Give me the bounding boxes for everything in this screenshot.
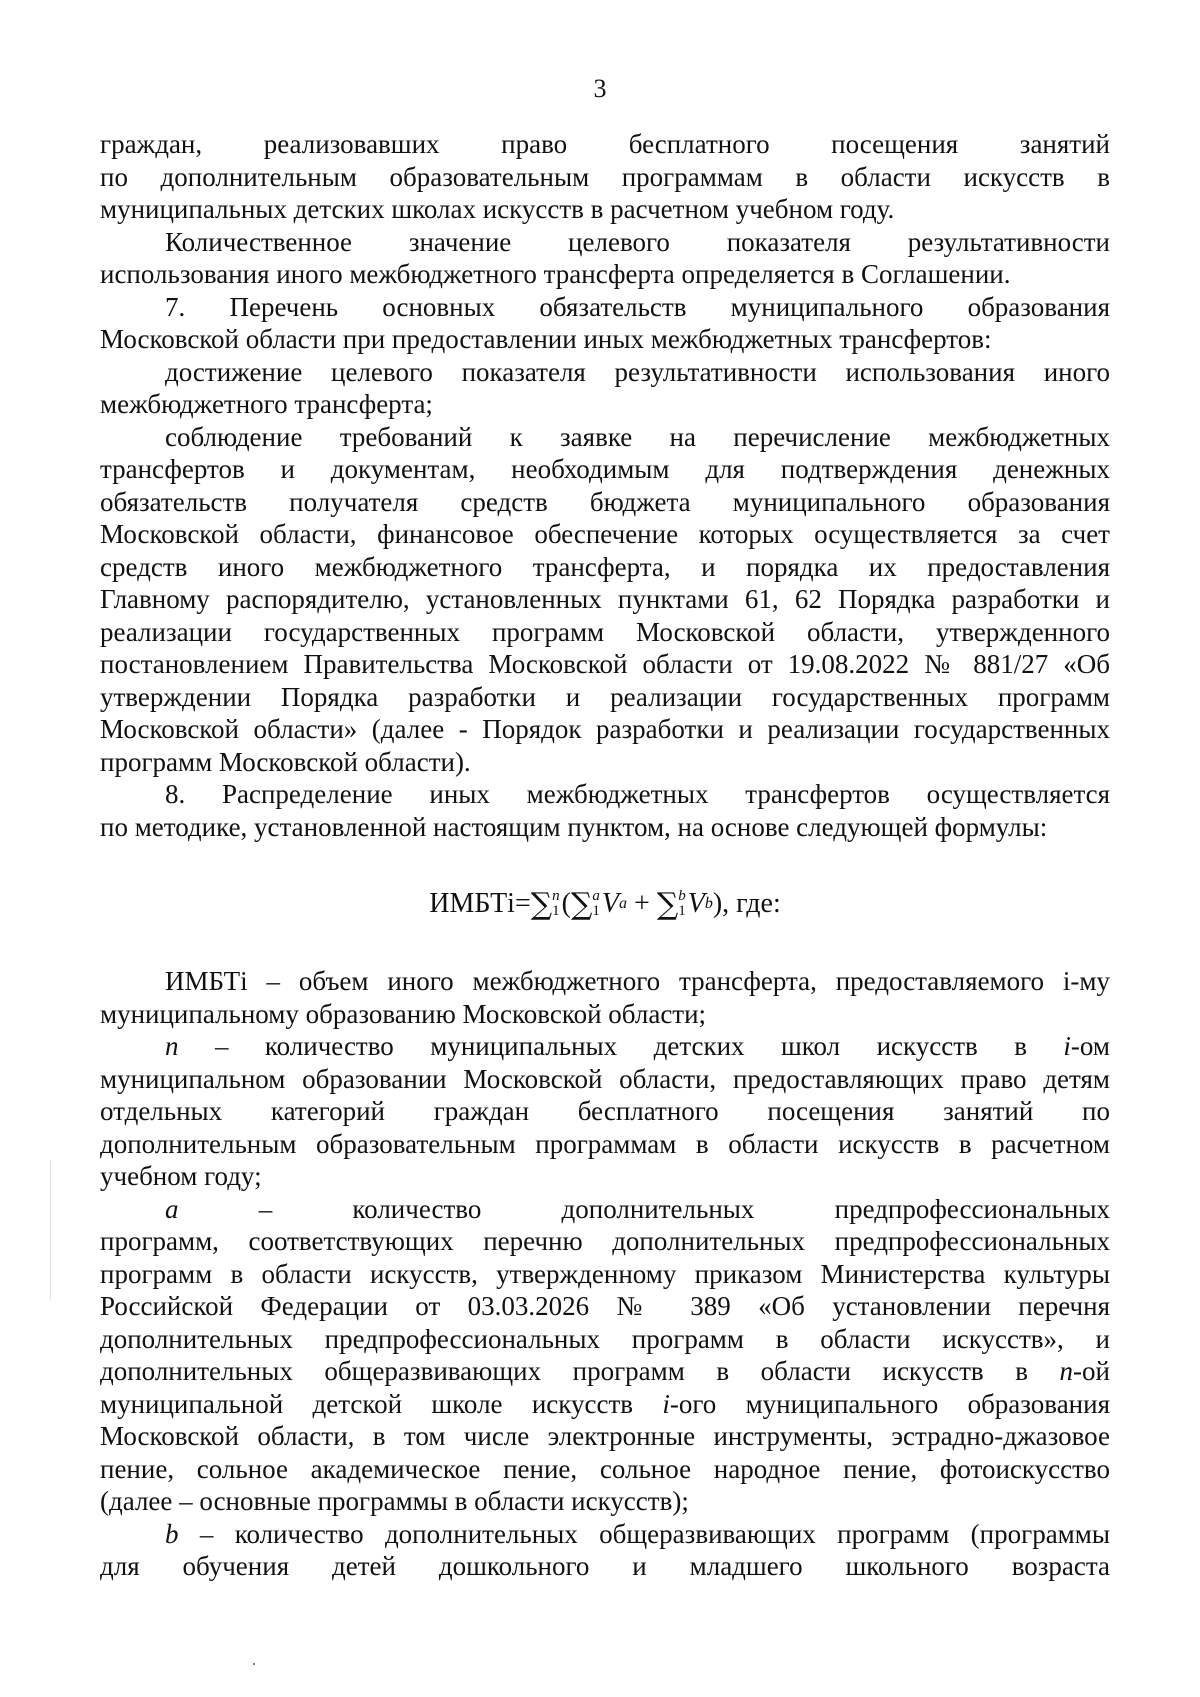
document-body bbox=[100, 128, 1110, 1583]
definition-text: муниципальной детской школе искусств bbox=[100, 1388, 663, 1419]
plus-sign: + bbox=[627, 888, 657, 919]
sum-lower-limit: 1 bbox=[592, 903, 600, 919]
sum-limits-a bbox=[592, 889, 600, 919]
text-line: по дополнительным образовательным программам в области искусств в bbox=[100, 161, 1110, 192]
sum-upper-limit: n bbox=[552, 888, 560, 904]
text-line: утверждении Порядка разработки и реализации государственных программ bbox=[100, 681, 1110, 712]
text-line bbox=[100, 1388, 1110, 1421]
definition-text: -ого муниципального образования bbox=[669, 1388, 1110, 1419]
text-line: Московской области, в том числе электронные инструменты, эстрадно-джазовое bbox=[100, 1421, 1110, 1451]
text-line: Главному распорядителю, установленных пунктами 61, 62 Порядка разработки и bbox=[100, 584, 1110, 614]
text-line: реализации государственных программ Московской области, утвержденного bbox=[100, 616, 1110, 647]
text-line: постановлением Правительства Московской области от 19.08.2022 № 881/27 «Об bbox=[100, 649, 1110, 679]
formula-lhs: ИМБТi= bbox=[429, 888, 531, 919]
definition-text: дополнительных общеразвивающих программ в области искусств в bbox=[100, 1356, 1060, 1386]
variable-v: V bbox=[687, 888, 705, 919]
text-line: программ, соответствующих перечню дополнительных предпрофессиональных bbox=[100, 1226, 1110, 1256]
definition-text: -ой bbox=[1073, 1356, 1110, 1386]
subscript-b: b bbox=[704, 895, 713, 912]
formula-open-paren: ( bbox=[561, 888, 571, 919]
text-line: ИМБТi – объем иного межбюджетного трансферта, предоставляемого i-му bbox=[165, 966, 1110, 996]
formula-close: ), где: bbox=[712, 888, 781, 919]
text-line: учебном году; bbox=[100, 1161, 262, 1191]
paragraph-compliance bbox=[100, 421, 1110, 779]
text-line: 8. Распределение иных межбюджетных трансфертов осуществляется bbox=[165, 779, 1110, 809]
text-line: средств иного межбюджетного трансферта, и порядка их предоставления bbox=[100, 551, 1110, 582]
sum-upper-limit: b bbox=[678, 888, 686, 904]
paragraph-target-indicator bbox=[100, 226, 1110, 291]
symbol-i: i bbox=[662, 1388, 670, 1419]
sum-lower-limit: 1 bbox=[678, 903, 686, 919]
paragraph-achievement bbox=[100, 356, 1110, 421]
sum-upper-limit: a bbox=[592, 888, 600, 904]
text-line: Московской области» (далее - Порядок разработки и реализации государственных bbox=[100, 714, 1110, 744]
text-line: дополнительным образовательным программам в области искусств в расчетном bbox=[100, 1128, 1110, 1159]
page-number: 3 bbox=[593, 74, 607, 103]
text-line: дополнительных предпрофессиональных программ в области искусств», и bbox=[100, 1323, 1110, 1354]
text-line: программ Московской области). bbox=[100, 746, 471, 777]
text-line: отдельных категорий граждан бесплатного посещения занятий по bbox=[100, 1096, 1110, 1126]
symbol-n: n bbox=[1059, 1356, 1074, 1386]
definition-b bbox=[100, 1518, 1110, 1583]
text-line: использования иного межбюджетного трансферта определяется в Соглашении. bbox=[100, 259, 1011, 289]
definition-text: – количество дополнительных предпрофессиональных bbox=[178, 1193, 1110, 1224]
symbol-a: a bbox=[165, 1193, 179, 1224]
symbol-i: i bbox=[1063, 1031, 1071, 1061]
definition-text: – количество дополнительных общеразвивающих программ (программы bbox=[178, 1518, 1110, 1549]
text-line bbox=[100, 1518, 1110, 1551]
text-line bbox=[100, 1193, 1110, 1226]
sum-symbol: ∑ bbox=[656, 886, 679, 922]
text-line: муниципальном образовании Московской области, предоставляющих право детям bbox=[100, 1063, 1110, 1094]
text-line: Московской области, финансовое обеспечение которых осуществляется за счет bbox=[100, 519, 1110, 549]
text-line: программ в области искусств, утвержденному приказом Министерства культуры bbox=[100, 1258, 1110, 1289]
sum-symbol: ∑ bbox=[530, 886, 553, 922]
text-line: (далее – основные программы в области искусств); bbox=[100, 1486, 689, 1516]
text-line: межбюджетного трансферта; bbox=[100, 389, 433, 419]
paragraph-item-7 bbox=[100, 291, 1110, 356]
text-line: по методике, установленной настоящим пунктом, на основе следующей формулы: bbox=[100, 811, 1048, 842]
text-line: 7. Перечень основных обязательств муниципального образования bbox=[165, 291, 1110, 322]
text-line bbox=[100, 1355, 1110, 1388]
text-line: граждан, реализовавших право бесплатного посещения занятий bbox=[100, 129, 1110, 159]
scan-margin-mark bbox=[50, 1160, 51, 1300]
scan-speck bbox=[253, 1663, 255, 1665]
sum-limits-b bbox=[678, 889, 686, 919]
definition-text: -ом bbox=[1070, 1031, 1110, 1061]
text-line: для обучения детей дошкольного и младшего школьного возраста bbox=[100, 1551, 1110, 1581]
text-line: муниципальных детских школах искусств в расчетном учебном году. bbox=[100, 194, 895, 224]
sum-symbol: ∑ bbox=[571, 886, 593, 922]
paragraph-citizens bbox=[100, 128, 1110, 226]
distribution-formula bbox=[100, 843, 1110, 965]
paragraph-item-8 bbox=[100, 778, 1110, 843]
definition-n bbox=[100, 1030, 1110, 1193]
definition-text: – количество муниципальных детских школ искусств в bbox=[178, 1031, 1064, 1061]
definition-imbti bbox=[100, 965, 1110, 1030]
sum-lower-limit: 1 bbox=[552, 903, 560, 919]
text-line: Московской области при предоставлении иных межбюджетных трансфертов: bbox=[100, 324, 992, 354]
text-line bbox=[100, 1030, 1110, 1063]
text-line: трансфертов и документам, необходимым для подтверждения денежных bbox=[100, 454, 1110, 484]
text-line: муниципальному образованию Московской области; bbox=[100, 998, 707, 1029]
text-line: пение, сольное академическое пение, сольное народное пение, фотоискусство bbox=[100, 1453, 1110, 1484]
variable-v: V bbox=[601, 888, 620, 919]
text-line: достижение целевого показателя результативности использования иного bbox=[165, 356, 1110, 387]
symbol-b: b bbox=[165, 1518, 179, 1549]
subscript-a: a bbox=[619, 895, 628, 912]
text-line: обязательств получателя средств бюджета муниципального образования bbox=[100, 486, 1110, 517]
sum-limits-outer bbox=[552, 889, 560, 919]
definition-a bbox=[100, 1193, 1110, 1518]
text-line: Количественное значение целевого показателя результативности bbox=[165, 226, 1110, 257]
symbol-n: n bbox=[165, 1031, 179, 1061]
text-line: Российской Федерации от 03.03.2026 № 389 «Об установлении перечня bbox=[100, 1291, 1110, 1321]
text-line: соблюдение требований к заявке на перечисление межбюджетных bbox=[165, 421, 1110, 452]
